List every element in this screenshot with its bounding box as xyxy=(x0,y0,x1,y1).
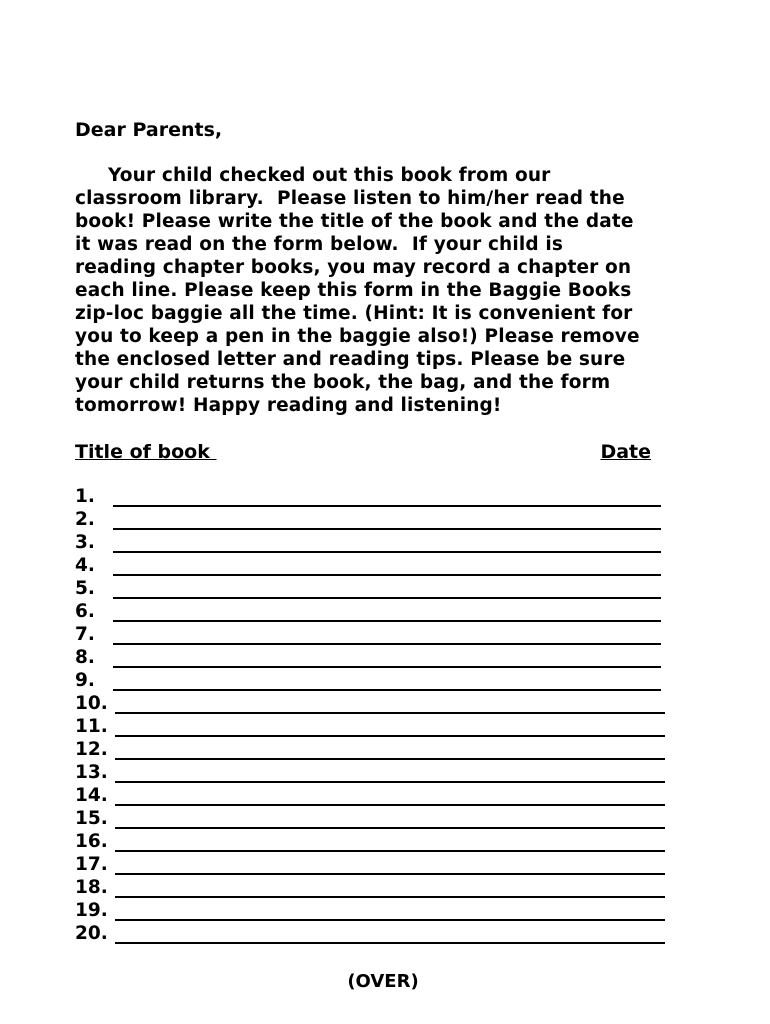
over-note: (OVER) xyxy=(347,971,419,992)
entry-blank-line[interactable] xyxy=(113,666,661,668)
letter-body-line: zip-loc baggie all the time. (Hint: It is convenient for xyxy=(75,303,633,324)
log-entry xyxy=(75,923,675,946)
log-entry xyxy=(75,900,675,923)
log-entry xyxy=(75,578,675,601)
letter-body xyxy=(75,164,765,417)
letter-body-line: it was read on the form below. If your child is xyxy=(75,234,564,255)
letter-body-line: Your child checked out this book from our xyxy=(75,165,551,186)
entry-blank-line[interactable] xyxy=(113,643,661,645)
letter-body-line: the enclosed letter and reading tips. Please be sure xyxy=(75,349,626,370)
log-entry xyxy=(75,670,675,693)
log-entry xyxy=(75,716,675,739)
reading-log-entries xyxy=(75,486,675,946)
log-entry xyxy=(75,808,675,831)
entry-number: 11. xyxy=(75,716,108,737)
entry-number: 3. xyxy=(75,532,95,553)
entry-number: 2. xyxy=(75,509,95,530)
form-heading-row xyxy=(75,440,655,466)
entry-number: 15. xyxy=(75,808,108,829)
entry-blank-line[interactable] xyxy=(113,505,661,507)
entry-blank-line[interactable] xyxy=(115,850,665,852)
entry-blank-line[interactable] xyxy=(113,689,661,691)
entry-number: 8. xyxy=(75,647,95,668)
entry-blank-line[interactable] xyxy=(115,896,665,898)
entry-number: 20. xyxy=(75,923,108,944)
letter-body-line: tomorrow! Happy reading and listening! xyxy=(75,395,502,416)
entry-blank-line[interactable] xyxy=(115,712,665,714)
log-entry xyxy=(75,555,675,578)
letter-body-line: reading chapter books, you may record a chapter on xyxy=(75,257,632,278)
entry-blank-line[interactable] xyxy=(115,919,665,921)
letter-body-line: you to keep a pen in the baggie also!) Please remove xyxy=(75,326,640,347)
log-entry xyxy=(75,486,675,509)
entry-blank-line[interactable] xyxy=(115,781,665,783)
salutation: Dear Parents, xyxy=(75,119,223,141)
log-entry xyxy=(75,532,675,555)
log-entry xyxy=(75,831,675,854)
entry-number: 13. xyxy=(75,762,108,783)
letter-body-line: your child returns the book, the bag, and the form xyxy=(75,372,611,393)
log-entry xyxy=(75,647,675,670)
log-entry xyxy=(75,693,675,716)
log-entry xyxy=(75,762,675,785)
entry-blank-line[interactable] xyxy=(115,735,665,737)
log-entry xyxy=(75,877,675,900)
letter-body-line: each line. Please keep this form in the Baggie Books xyxy=(75,280,632,301)
letter-body-line: book! Please write the title of the book and the date xyxy=(75,211,634,232)
entry-blank-line[interactable] xyxy=(113,551,661,553)
entry-blank-line[interactable] xyxy=(113,597,661,599)
entry-number: 19. xyxy=(75,900,108,921)
entry-blank-line[interactable] xyxy=(115,873,665,875)
letter-body-line: classroom library. Please listen to him/her read the xyxy=(75,188,625,209)
log-entry xyxy=(75,624,675,647)
entry-number: 12. xyxy=(75,739,108,760)
entry-blank-line[interactable] xyxy=(115,942,665,944)
entry-number: 6. xyxy=(75,601,95,622)
entry-number: 4. xyxy=(75,555,95,576)
entry-blank-line[interactable] xyxy=(115,827,665,829)
log-entry xyxy=(75,739,675,762)
entry-number: 14. xyxy=(75,785,108,806)
entry-number: 1. xyxy=(75,486,95,507)
entry-blank-line[interactable] xyxy=(113,528,661,530)
entry-number: 18. xyxy=(75,877,108,898)
entry-number: 16. xyxy=(75,831,108,852)
entry-number: 17. xyxy=(75,854,108,875)
entry-blank-line[interactable] xyxy=(113,620,661,622)
log-entry xyxy=(75,509,675,532)
date-heading: Date xyxy=(600,441,651,463)
entry-number: 9. xyxy=(75,670,95,691)
entry-number: 5. xyxy=(75,578,95,599)
log-entry xyxy=(75,601,675,624)
entry-blank-line[interactable] xyxy=(113,574,661,576)
log-entry xyxy=(75,785,675,808)
title-of-book-heading: Title of book xyxy=(75,441,217,463)
log-entry xyxy=(75,854,675,877)
entry-blank-line[interactable] xyxy=(115,758,665,760)
entry-number: 7. xyxy=(75,624,95,645)
entry-blank-line[interactable] xyxy=(115,804,665,806)
entry-number: 10. xyxy=(75,693,108,714)
